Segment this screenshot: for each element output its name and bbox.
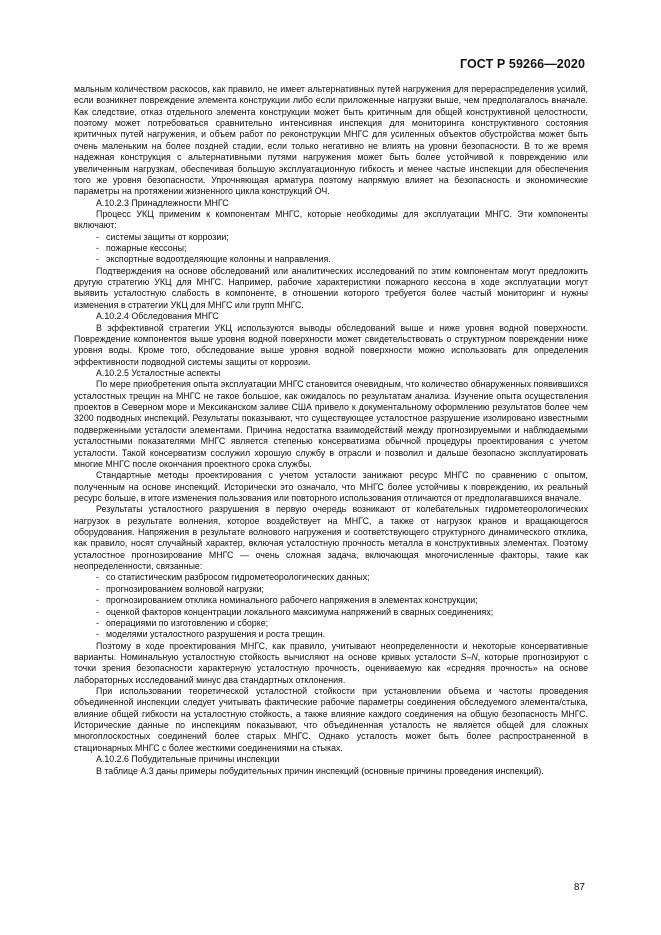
paragraph: Стандартные методы проектирования с учетом усталости занижают ресурс МНГС по сравнению с опытом, полученным на основе инспекций. Исторически это означало, что МНГС более устойчивы к повреждению, их реальный ресурс больше, в итоге изменения пользования или повторного использования отличаются от предполагавшихся вначале.: [74, 470, 588, 503]
paragraph: Процесс УКЦ применим к компонентам МНГС, которые необходимы для эксплуатации МНГС. Эти компоненты включают:: [74, 208, 588, 231]
page-number: 87: [573, 882, 585, 893]
paragraph-continuation: мальным количеством раскосов, как правило, не имеет альтернативных путей нагружения для перераспределения усилий, если возникнет повреждение элемента конструкции либо если приложенные нагрузки выше, чем предполагалось вначале. Как следствие, отказ отдельного элемента конструкции может быть критичным для общей конструктивной целостности, поэтому может потребоваться сравнительно интенсивная инспекция для мониторинга конструктивного состояния критичных путей нагружения, и объем работ по реконструкции МНГС для усиленных объектов обустройства может быть очень маленьким на более поздней стадии, если только негативно не влиять на уровни безопасности. В то же время надежная конструкция с альтернативными путями нагружения может быть более устойчивой к повреждению или увеличенным нагрузкам, обеспечивая большую эксплуатационную гибкость и менее частые инспекции для обеспечения того же уровня безопасности. Упрочняющая арматура поэтому напрямую влияет на безопасность и экономические параметры на протяжении жизненного цикла конструкций ОЧ.: [74, 84, 588, 197]
document-body: [74, 84, 588, 777]
section-heading-a1026: А.10.2.6 Побудительные причины инспекции: [96, 754, 280, 765]
list-item: - со статистическим разбросом гидрометеорологических данных;: [96, 572, 370, 583]
section-heading-a1024: А.10.2.4 Обследования МНГС: [96, 311, 219, 322]
list-item: - прогнозированием волновой нагрузки;: [96, 583, 264, 594]
paragraph: По мере приобретения опыта эксплуатации МНГС становится очевидным, что количество обнаруженных появившихся усталостных трещин на МНГС не такое большое, как ожидалось по результатам анализа. Изучение опыта осуществления проектов в Северном море и Мексиканском заливе США привело к документальному оформлению результатов более чем 3200 подводных инспекций. Результаты показывают, что существующее усталостное разрушение изолировано известными подверженными усталости элементами. Причина недостатка взаимодействий между прогнозируемыми и наблюдаемыми усталостными показателями МНГС является степенью консерватизма обычной процедуры проектирования с учетом усталости. Такой консерватизм сослужил хорошую службу в отрасли и позволил и дальше безопасно эксплуатировать многие МНГС после окончания проектного срока службы.: [74, 379, 588, 469]
paragraph: В эффективной стратегии УКЦ используются выводы обследований выше и ниже уровня водной поверхности. Повреждение компонентов выше уровня водной поверхности может свидетельствовать о структурном повреждении ниже уровня воды. Кроме того, обследование выше уровня водной поверхности можно использовать для определения эффективности подводной системы защиты от коррозии.: [74, 322, 588, 367]
list-item: - пожарные кессоны;: [96, 243, 187, 254]
paragraph: Результаты усталостного разрушения в первую очередь возникают от колебательных гидрометеорологических нагрузок в результате волнения, которое воздействует на МНГС, а также от нагрузок кранов и вращающегося оборудования. Напряжения в результате волнового нагружения и соответствующего структурного динамического отклика, как правило, носят случайный характер, включая усталостную прочность металла в конструктивных элементах. Поэтому усталостное прогнозирование МНГС — очень сложная задача, включающая многочисленные факторы, такие как неопределенности, связанные:: [74, 504, 588, 572]
component-list: [74, 232, 588, 266]
paragraph: При использовании теоретической усталостной стойкости при установлении объема и частоты проведения объединенной инспекции следует учитывать фактические рабочие параметры соединения обследуемого элемента/стыка, влияние общей гибкости на усталостную стойкость, а также влияние каждого соединения на общую безопасность МНГС. Исторические данные по инспекциям показывают, что объединенная усталость не является общей для сложных многоплоскостных соединений более старых МНГС. Однако усталость может быть более распространенной в стационарных МНГС с более жесткими соединениями на стыках.: [74, 686, 588, 753]
list-item: - оценкой факторов концентрации локального максимума напряжений в сварных соединениях;: [96, 606, 494, 617]
sn-curve-label: S–N: [460, 651, 478, 662]
section-heading-a1023: А.10.2.3 Принадлежности МНГС: [96, 197, 229, 208]
paragraph: Подтверждения на основе обследований или аналитических исследований по этим компонентам могут предложить другую стратегию УКЦ для МНГС. Например, рабочие характеристики пожарного кессона в ходе эксплуатации могут выявить усталостную слабость в компоненте, в отношении которого требуется более частый мониторинг и нужны изменения в стратегии УКЦ для МНГС или групп МНГС.: [74, 265, 588, 310]
paragraph: В таблице А.3 даны примеры побудительных причин инспекций (основные причины проведения инспекций).: [96, 765, 544, 776]
section-heading-a1025: А.10.2.5 Усталостные аспекты: [96, 367, 221, 378]
uncertainty-list: [74, 572, 588, 640]
list-item: - системы защиты от коррозии;: [96, 231, 229, 242]
list-item: - прогнозированием отклика номинального рабочего напряжения в элементах конструкции;: [96, 595, 478, 606]
list-item: - экспортные водоотделяющие колонны и направления.: [96, 254, 331, 265]
list-item: - операциями по изготовлению и сборке;: [96, 617, 269, 628]
paragraph: Поэтому в ходе проектирования МНГС, как правило, учитывают неопределенности и некоторые консервативные варианты. Номинальную усталостную стойкость вычисляют на основе кривых усталости S–N, которые прогнозируют с точки зрения безопасности характерную усталостную прочность, оцениваемую как «средняя прочность» на основе лабораторных исследований минус два стандартных отклонения.: [74, 640, 588, 685]
list-item: - моделями усталостного разрушения и роста трещин.: [96, 629, 326, 640]
standard-header: ГОСТ Р 59266—2020: [459, 57, 585, 71]
